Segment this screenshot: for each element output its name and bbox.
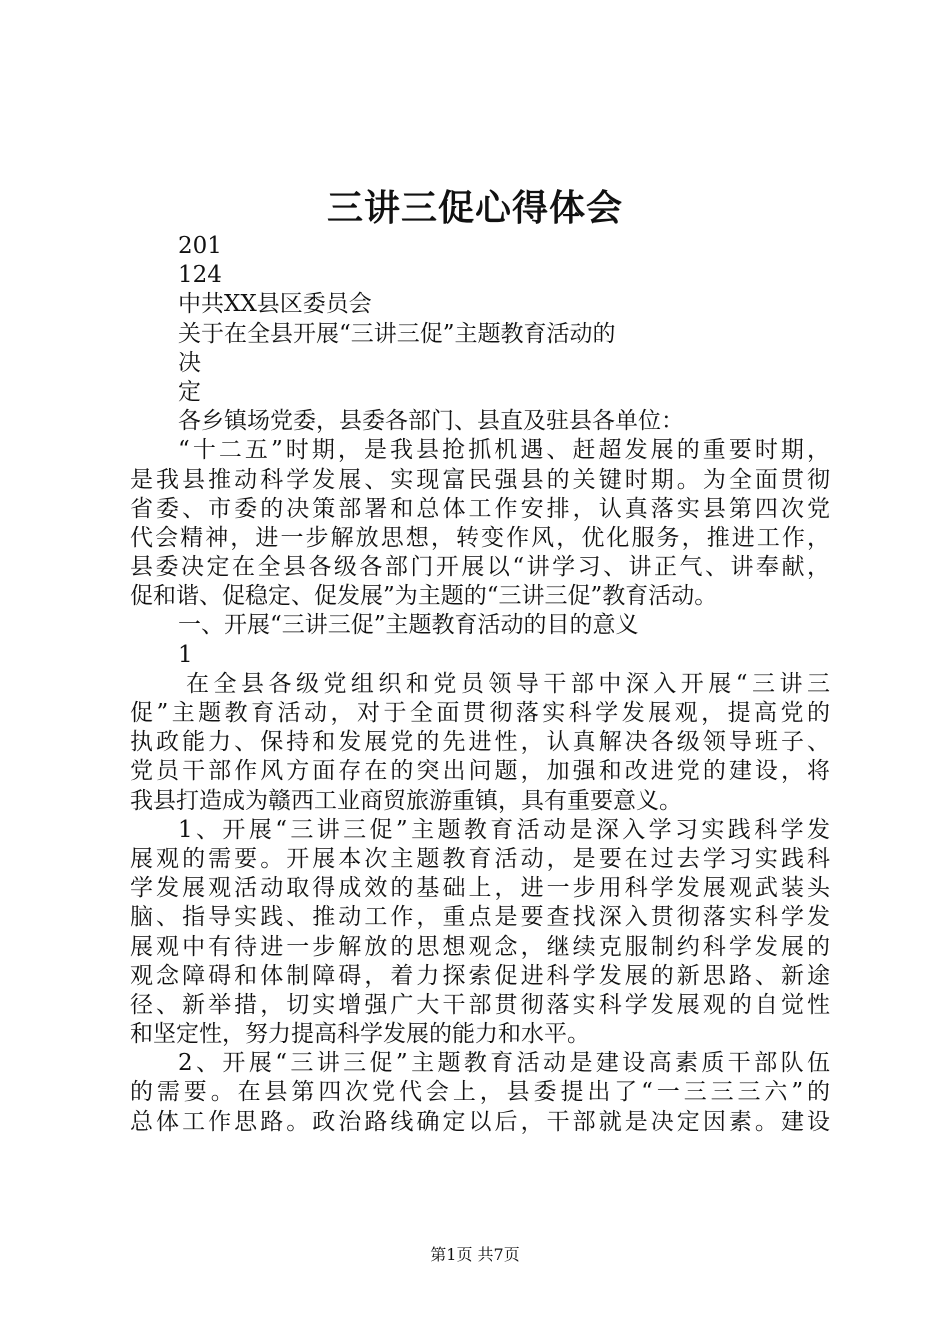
body-line: 展观的需要。开展本次主题教育活动，是要在过去学习实践科: [130, 845, 830, 872]
body-line: 的需要。在县第四次党代会上，县委提出了“一三三三六”的: [130, 1079, 830, 1106]
body-line: 是我县推动科学发展、实现富民强县的关键时期。为全面贯彻: [130, 466, 830, 493]
body-line: 201: [178, 233, 222, 259]
body-line: 和坚定性，努力提高科学发展的能力和水平。: [130, 1021, 590, 1048]
body-line: 中共XX县区委员会: [178, 291, 372, 318]
body-line: 促和谐、促稳定、促发展”为主题的“三讲三促”教育活动。: [130, 583, 718, 610]
body-line: 省委、市委的决策部署和总体工作安排，认真落实县第四次党: [130, 495, 830, 522]
body-line: 1: [178, 641, 193, 668]
body-line: 径、新举措，切实增强广大干部贯彻落实科学发展观的自觉性: [130, 991, 830, 1018]
body-line: 各乡镇场党委，县委各部门、县直及驻县各单位：: [178, 408, 684, 435]
document-title: 三讲三促心得体会: [326, 187, 623, 229]
body-line: 一、开展“三讲三促”主题教育活动的目的意义: [178, 612, 639, 639]
body-line: 决: [178, 349, 201, 376]
body-line: 定: [178, 378, 201, 405]
body-line: 2、开展“三讲三促”主题教育活动是建设高素质干部队伍: [178, 1050, 830, 1077]
body-line: 1、开展“三讲三促”主题教育活动是深入学习实践科学发: [178, 816, 830, 843]
body-line: 124: [178, 262, 222, 289]
body-line: 党员干部作风方面存在的突出问题，加强和改进党的建设，将: [130, 758, 830, 785]
body-line: 总体工作思路。政治路线确定以后，干部就是决定因素。建设: [130, 1108, 830, 1135]
body-line: 展观中有待进一步解放的思想观念，继续克服制约科学发展的: [130, 933, 830, 960]
body-line: 我县打造成为赣西工业商贸旅游重镇，具有重要意义。: [130, 787, 682, 814]
body-line: 代会精神，进一步解放思想，转变作风，优化服务，推进工作，: [130, 524, 830, 551]
body-line: 关于在全县开展“三讲三促”主题教育活动的: [178, 320, 616, 347]
body-line: 县委决定在全县各级各部门开展以“讲学习、讲正气、讲奉献，: [130, 554, 830, 581]
body-line: “十二五”时期，是我县抢抓机遇、赶超发展的重要时期，: [178, 437, 830, 464]
body-line: 观念障碍和体制障碍，着力探索促进科学发展的新思路、新途: [130, 962, 830, 989]
page-footer: 第1页 共7页: [430, 1245, 520, 1264]
document-body: [130, 232, 830, 1137]
body-line: 在全县各级党组织和党员领导干部中深入开展“三讲三: [186, 670, 830, 697]
body-line: 脑、指导实践、推动工作，重点是要查找深入贯彻落实科学发: [130, 904, 830, 931]
body-line: 促”主题教育活动，对于全面贯彻落实科学发展观，提高党的: [130, 700, 830, 726]
body-line: 学发展观活动取得成效的基础上，进一步用科学发展观武装头: [130, 875, 830, 902]
body-line: 执政能力、保持和发展党的先进性，认真解决各级领导班子、: [130, 729, 830, 756]
